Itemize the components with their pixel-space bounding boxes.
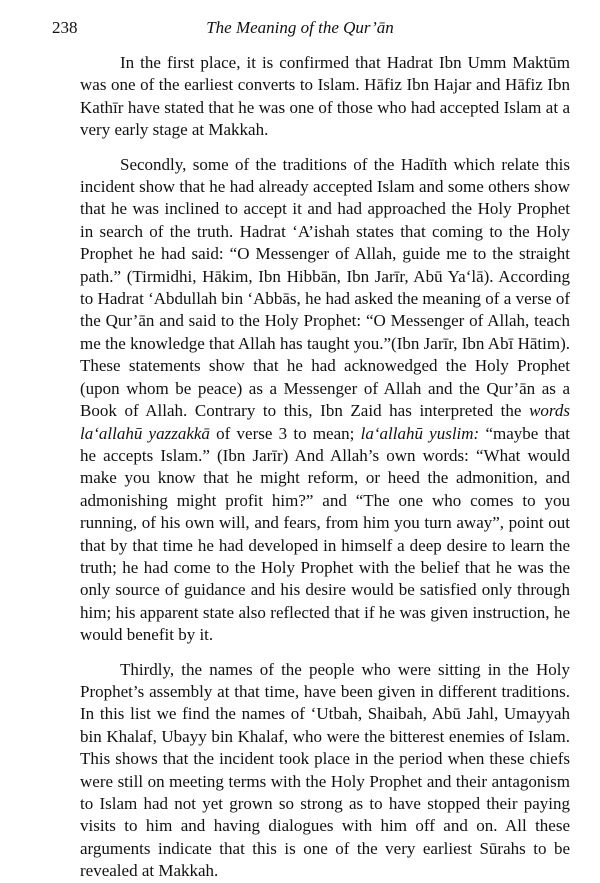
running-header: The Meaning of the Qur’ān <box>206 18 394 37</box>
paragraph-2 <box>80 154 570 647</box>
paragraph-2-text-end: “maybe that he accepts Islam.” (Ibn Jarīr) And Allah’s own words: “What would make you know that he might reform, or heed the admonition, and admonishing might profit him?” and “The one who comes to you running, of his own will, and fears, from him you turn away”, point out that by that time he had developed in himself a deep desire to learn the truth; he had come to the Holy Prophet with the belief that he was the only source of guidance and his desire would be satisfied only through him; his apparent state also reflected that if he was given instruction, he would benefit by it. <box>80 423 571 645</box>
paragraph-3: Thirdly, the names of the people who were sitting in the Holy Prophet’s assembly at that time, have been given in different traditions. In this list we find the names of ‘Utbah, Shaibah, Abū Jahl, Umayyah bin Khalaf, Ubayy bin Khalaf, who were the bitterest enemies of Islam. This shows that the incident took place in the period when these chiefs were still on meeting terms with the Holy Prophet and their antagonism to Islam had not yet grown so strong as to have stopped their paying visits to him and having dialogues with him off and on. All these arguments indicate that this is one of the very earliest Sūrahs to be revealed at Makkah. <box>80 659 570 881</box>
italic-phrase-2: la‘allahū yuslim: <box>360 423 480 443</box>
paragraph-1: In the first place, it is confirmed that Hadrat Ibn Umm Maktūm was one of the earliest converts to Islam. Hāfiz Ibn Hajar and Hāfiz Ibn Kathīr have stated that he was one of those who had accepted Islam at a very early stage at Makkah. <box>80 53 570 140</box>
italic-phrase-1: words la‘allahū yazzakkā <box>80 401 571 443</box>
body-text <box>80 52 570 883</box>
page-number: 238 <box>52 18 78 37</box>
paragraph-2-text-start: Secondly, some of the traditions of the Hadīth which relate this incident show that he had already accepted Islam and some others show that he was inclined to accept it and had approached the Holy Prophet in search of the truth. Hadrat ‘A’ishah states that coming to the Holy Prophet he had said: “O Messenger of Allah, guide me to the straight path.” (Tirmidhi, Hākim, Ibn Hibbān, Ibn Jarīr, Abū Ya‘lā). According to Hadrat ‘Abdullah bin ‘Abbās, he had asked the meaning of a verse of the Qur’ān and said to the Holy Prophet: “O Messenger of Allah, teach me the knowledge that Allah has taught you.”(Ibn Jarīr, Ibn Abī Hātim). These statements show that he had acknowedged the Holy Prophet (upon whom be peace) as a Messenger of Allah and the Qur’ān as a Book of Allah. Contrary to this, Ibn Zaid has interpreted the <box>80 154 570 421</box>
paragraph-2-text-mid: of verse 3 to mean; <box>216 423 355 443</box>
